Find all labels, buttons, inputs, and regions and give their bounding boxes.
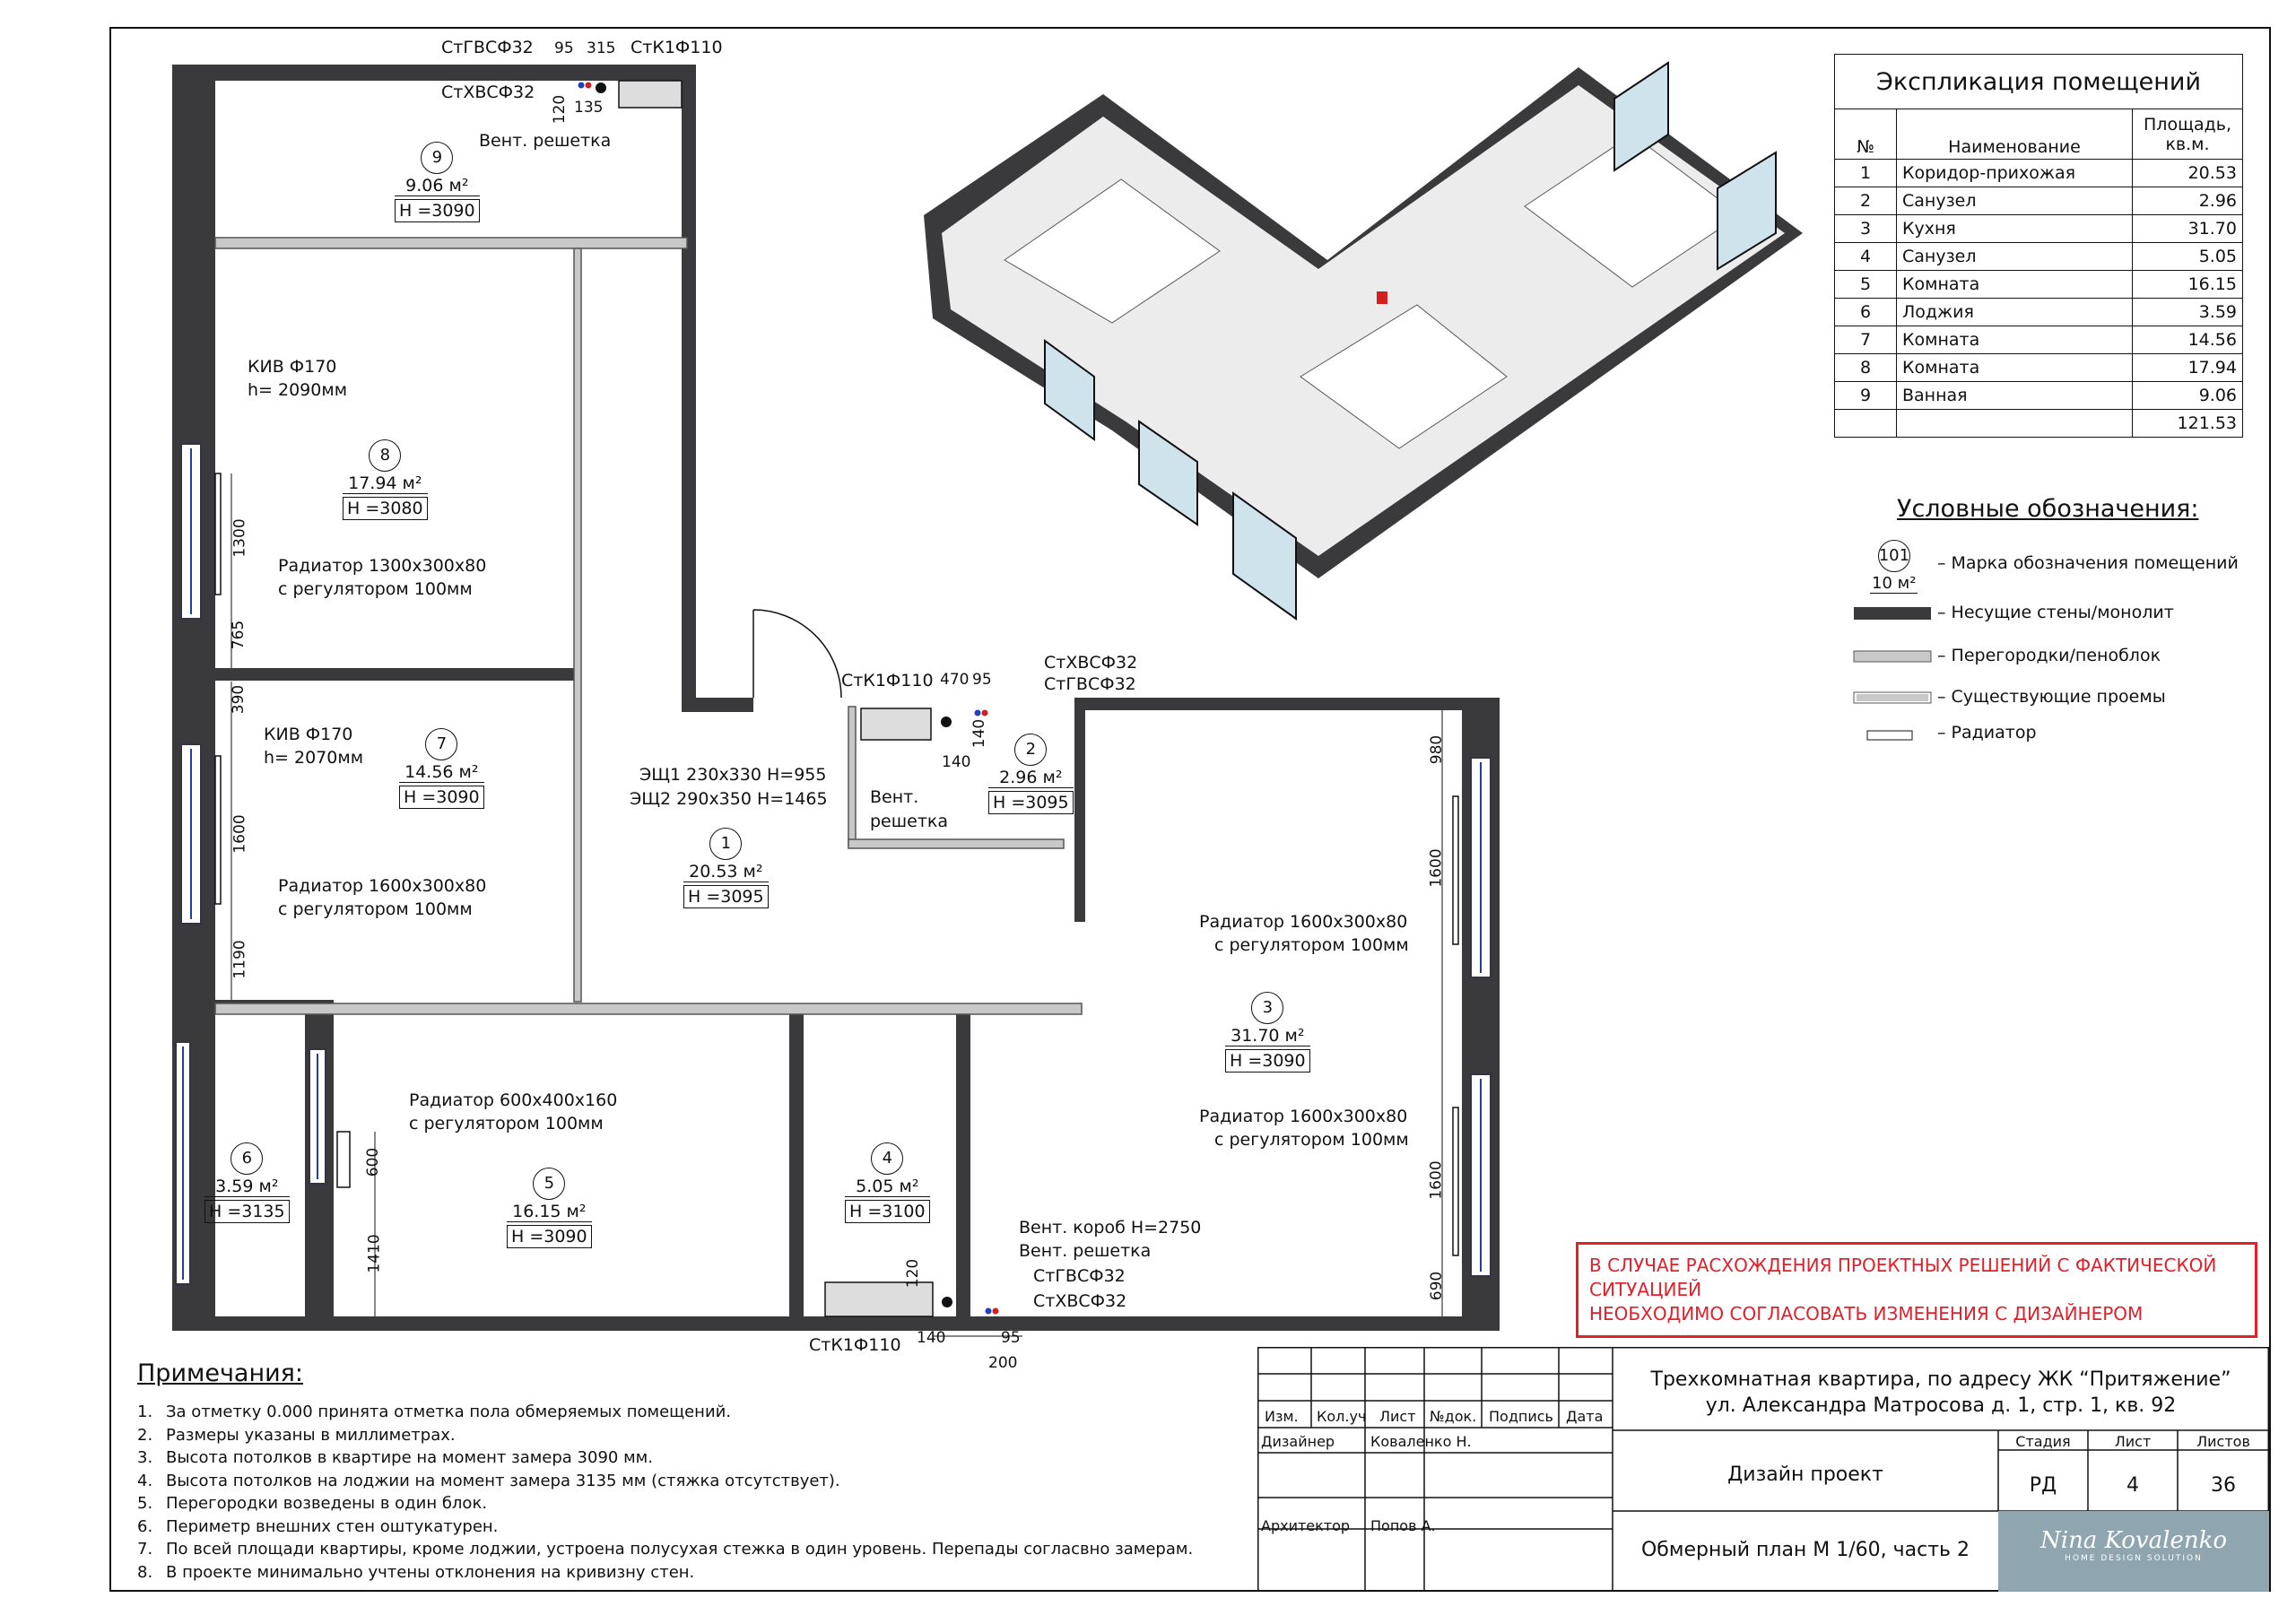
warning-line: НЕОБХОДИМО СОГЛАСОВАТЬ ИЗМЕНЕНИЯ С ДИЗАЙНЕРОМ bbox=[1589, 1303, 2144, 1324]
partitions bbox=[215, 238, 1082, 1014]
stamp-header: Листов bbox=[2196, 1433, 2250, 1450]
dimension: 980 bbox=[1428, 734, 1447, 765]
pipe-label: СтК1Ф110 bbox=[841, 671, 934, 690]
header-area: Площадь, кв.м. bbox=[2133, 109, 2243, 160]
dimension: 140 bbox=[917, 1329, 946, 1347]
stamp-header: Изм. bbox=[1265, 1408, 1299, 1425]
room-number: 4 bbox=[871, 1142, 903, 1175]
stamp-header: Подпись bbox=[1489, 1408, 1553, 1425]
dimension: 1600 bbox=[1427, 1160, 1446, 1200]
cell-name: Коридор-прихожая bbox=[1897, 160, 2133, 187]
room-area: 3.59 м² bbox=[204, 1177, 290, 1197]
legend-room-marker bbox=[1870, 540, 1918, 594]
room-height: H =3090 bbox=[395, 199, 480, 222]
cell-num: 1 bbox=[1835, 160, 1897, 187]
room-2-marker bbox=[988, 734, 1074, 814]
dimension: 315 bbox=[587, 39, 616, 57]
room-7-marker bbox=[399, 728, 484, 809]
table-row bbox=[1835, 187, 2243, 215]
stamp-header: №док. bbox=[1430, 1408, 1477, 1425]
legend-item: – Несущие стены/монолит bbox=[1937, 603, 2174, 622]
cell-num: 8 bbox=[1835, 354, 1897, 382]
table-row bbox=[1835, 299, 2243, 326]
warning-line: В СЛУЧАЕ РАСХОЖДЕНИЯ ПРОЕКТНЫХ РЕШЕНИЙ С ФАКТИЧЕСКОЙ СИТУАЦИЕЙ bbox=[1589, 1255, 2217, 1300]
vent-box-label: Вент. короб H=2750 bbox=[1019, 1218, 1202, 1238]
radiator-regulator: с регулятором 100мм bbox=[278, 899, 473, 919]
room-number: 7 bbox=[425, 728, 457, 760]
dimension: 120 bbox=[551, 94, 570, 125]
pipe-label: СтХВСФ32 bbox=[1044, 653, 1138, 673]
dimension: 95 bbox=[554, 39, 574, 57]
pipe-label: СтГВСФ32 bbox=[441, 38, 534, 57]
logo-text: Nina Kovalenko bbox=[2040, 1527, 2227, 1554]
stage-value: РД bbox=[2029, 1474, 2057, 1497]
stamp-header: Лист bbox=[1379, 1408, 1416, 1425]
note-item: 4. Высота потолков на лоджии на момент замера 3135 мм (стяжка отсутствует). bbox=[137, 1471, 840, 1490]
isometric-view bbox=[924, 63, 1803, 619]
room-4-marker bbox=[845, 1142, 930, 1223]
cell-name: Санузел bbox=[1897, 187, 2133, 215]
pipe-label: СтХВСФ32 bbox=[441, 83, 535, 102]
room-3-marker bbox=[1225, 992, 1310, 1073]
table-row bbox=[1835, 271, 2243, 299]
cell-name: Кухня bbox=[1897, 215, 2133, 243]
legend-title: Условные обозначения: bbox=[1897, 495, 2199, 523]
logo-subtext: HOME DESIGN SOLUTION bbox=[2065, 1554, 2203, 1563]
designer-logo bbox=[1998, 1511, 2269, 1592]
legend-symbols bbox=[1854, 607, 1931, 740]
cell-area: 16.15 bbox=[2133, 271, 2243, 299]
dimension: 200 bbox=[988, 1354, 1018, 1372]
room-area: 16.15 м² bbox=[507, 1202, 592, 1222]
header-num: № bbox=[1835, 109, 1897, 160]
header-name: Наименование bbox=[1897, 109, 2133, 160]
dimension: 95 bbox=[1001, 1329, 1021, 1347]
note-item: 7. По всей площади квартиры, кроме лоджии, устроена полусухая стежка в один уровень. Перепады согласвно замерам. bbox=[137, 1540, 1194, 1559]
legend-item: – Марка обозначения помещений bbox=[1937, 553, 2239, 573]
project-type: Дизайн проект bbox=[1727, 1463, 1883, 1486]
dimension: 390 bbox=[230, 684, 248, 715]
radiator-label: Радиатор 1600х300х80 bbox=[1199, 912, 1408, 932]
legend-marker-num: 101 bbox=[1878, 540, 1910, 572]
architect-role: Архитектор bbox=[1261, 1517, 1351, 1534]
stamp-header: Дата bbox=[1566, 1408, 1604, 1425]
radiator-regulator: с регулятором 100мм bbox=[1214, 935, 1409, 955]
room-area: 17.94 м² bbox=[343, 473, 428, 494]
table-total-row bbox=[1835, 410, 2243, 438]
dimension: 1600 bbox=[230, 814, 249, 854]
notes-list bbox=[137, 1401, 1193, 1584]
room-number: 6 bbox=[230, 1142, 263, 1175]
cell-area: 31.70 bbox=[2133, 215, 2243, 243]
room-6-marker bbox=[204, 1142, 290, 1223]
legend-item: – Существующие проемы bbox=[1937, 687, 2166, 707]
warning-box bbox=[1576, 1242, 2257, 1338]
cell-name: Лоджия bbox=[1897, 299, 2133, 326]
cell-area: 3.59 bbox=[2133, 299, 2243, 326]
cell-num: 2 bbox=[1835, 187, 1897, 215]
table-row bbox=[1835, 243, 2243, 271]
room-height: H =3095 bbox=[988, 791, 1074, 814]
cell-area: 5.05 bbox=[2133, 243, 2243, 271]
door-swing bbox=[753, 610, 841, 698]
note-item: 3. Высота потолков в квартире на момент замера 3090 мм. bbox=[137, 1448, 653, 1467]
radiator-regulator: с регулятором 100мм bbox=[409, 1114, 604, 1133]
cell-area: 9.06 bbox=[2133, 382, 2243, 410]
cell-num: 3 bbox=[1835, 215, 1897, 243]
table-row bbox=[1835, 160, 2243, 187]
radiator-label: Радиатор 1300х300х80 bbox=[278, 556, 487, 576]
room-area: 20.53 м² bbox=[683, 862, 769, 882]
dimension: 95 bbox=[972, 671, 992, 689]
room-height: H =3095 bbox=[683, 885, 769, 908]
vent-shafts bbox=[619, 81, 933, 1316]
dimension: 140 bbox=[942, 753, 971, 771]
kiv-label: КИВ Ф170 bbox=[248, 357, 337, 377]
stamp-header: Лист bbox=[2114, 1433, 2152, 1450]
note-item: 8. В проекте минимально учтены отклонения на кривизну стен. bbox=[137, 1562, 695, 1582]
explication-title: Экспликация помещений bbox=[1835, 55, 2243, 109]
explication-table bbox=[1834, 54, 2243, 438]
architect-name: Попов А. bbox=[1370, 1517, 1436, 1534]
legend-item: – Перегородки/пеноблок bbox=[1937, 646, 2161, 665]
vent-label: Вент. решетка bbox=[1019, 1241, 1152, 1261]
project-address-line: Трехкомнатная квартира, по адресу ЖК “Притяжение” bbox=[1650, 1368, 2231, 1391]
cell-name: Комната bbox=[1897, 271, 2133, 299]
dimension: 140 bbox=[970, 718, 989, 749]
cell-area: 17.94 bbox=[2133, 354, 2243, 382]
room-height: H =3135 bbox=[204, 1200, 290, 1223]
pipe-label: СтХВСФ32 bbox=[1033, 1291, 1127, 1311]
pipe-label: СтГВСФ32 bbox=[1044, 674, 1136, 694]
room-number: 9 bbox=[421, 142, 453, 174]
legend-item: – Радиатор bbox=[1937, 723, 2037, 743]
cell-name: Ванная bbox=[1897, 382, 2133, 410]
room-number: 3 bbox=[1251, 992, 1283, 1024]
room-8-marker bbox=[343, 439, 428, 520]
room-area: 14.56 м² bbox=[399, 762, 484, 783]
notes-title: Примечания: bbox=[137, 1359, 304, 1387]
cell-name: Комната bbox=[1897, 326, 2133, 354]
room-area: 2.96 м² bbox=[988, 768, 1074, 788]
dimension: 690 bbox=[1428, 1271, 1447, 1301]
designer-role: Дизайнер bbox=[1261, 1433, 1335, 1450]
sheet-title: Обмерный план М 1/60, часть 2 bbox=[1640, 1539, 1970, 1561]
dimension: 600 bbox=[364, 1147, 383, 1177]
radiator-regulator: с регулятором 100мм bbox=[278, 579, 473, 599]
cell-area: 20.53 bbox=[2133, 160, 2243, 187]
cell-total: 121.53 bbox=[2133, 410, 2243, 438]
dimension: 1190 bbox=[230, 940, 249, 979]
room-height: H =3090 bbox=[399, 786, 484, 809]
room-height: H =3090 bbox=[1225, 1049, 1310, 1073]
note-item: 6. Периметр внешних стен оштукатурен. bbox=[137, 1516, 499, 1536]
cell-name: Санузел bbox=[1897, 243, 2133, 271]
room-area: 5.05 м² bbox=[845, 1177, 930, 1197]
radiator-label: Радиатор 1600х300х80 bbox=[278, 876, 487, 896]
cell-num: 4 bbox=[1835, 243, 1897, 271]
dimension: 470 bbox=[940, 671, 970, 689]
room-5-marker bbox=[507, 1168, 592, 1248]
room-height: H =3080 bbox=[343, 497, 428, 520]
table-row bbox=[1835, 326, 2243, 354]
dimension: 120 bbox=[904, 1258, 923, 1289]
pipe-label: СтК1Ф110 bbox=[809, 1335, 901, 1355]
note-item: 5. Перегородки возведены в один блок. bbox=[137, 1494, 488, 1513]
vent-label: решетка bbox=[870, 812, 949, 831]
stamp-header: Стадия bbox=[2015, 1433, 2071, 1450]
kiv-height: h= 2070мм bbox=[264, 748, 364, 768]
room-area: 31.70 м² bbox=[1225, 1026, 1310, 1046]
designer-name: Коваленко Н. bbox=[1370, 1433, 1472, 1450]
room-1-marker bbox=[683, 828, 769, 908]
cell-num: 6 bbox=[1835, 299, 1897, 326]
kiv-height: h= 2090мм bbox=[248, 380, 348, 400]
room-number: 5 bbox=[533, 1168, 565, 1200]
cell-area: 2.96 bbox=[2133, 187, 2243, 215]
legend-marker-area: 10 м² bbox=[1872, 574, 1917, 593]
table-row bbox=[1835, 215, 2243, 243]
cell-num: 5 bbox=[1835, 271, 1897, 299]
room-number: 8 bbox=[369, 439, 401, 472]
room-height: H =3100 bbox=[845, 1200, 930, 1223]
vent-label: Вент. bbox=[870, 787, 919, 807]
cell-num: 7 bbox=[1835, 326, 1897, 354]
stamp-header: Кол.уч bbox=[1317, 1408, 1367, 1425]
sheet-value: 4 bbox=[2126, 1474, 2139, 1497]
note-item: 1. За отметку 0.000 принята отметка пола обмеряемых помещений. bbox=[137, 1403, 732, 1421]
room-number: 2 bbox=[1014, 734, 1047, 766]
table-row bbox=[1835, 354, 2243, 382]
dimension: 765 bbox=[230, 620, 248, 650]
vent-label: Вент. решетка bbox=[479, 131, 612, 151]
sheets-value: 36 bbox=[2211, 1474, 2236, 1497]
dimension: 1410 bbox=[365, 1234, 384, 1273]
kiv-label: КИВ Ф170 bbox=[264, 725, 353, 744]
pipe-label: СтК1Ф110 bbox=[631, 38, 723, 57]
room-number: 1 bbox=[709, 828, 742, 860]
dimension: 135 bbox=[574, 99, 604, 117]
pipe-label: СтГВСФ32 bbox=[1033, 1266, 1126, 1286]
radiator-regulator: с регулятором 100мм bbox=[1214, 1130, 1409, 1150]
room-area: 9.06 м² bbox=[395, 176, 480, 196]
panel-label: ЭЩ2 290х350 H=1465 bbox=[630, 789, 828, 809]
radiator-label: Радиатор 1600х300х80 bbox=[1199, 1107, 1408, 1126]
cell-num: 9 bbox=[1835, 382, 1897, 410]
note-item: 2. Размеры указаны в миллиметрах. bbox=[137, 1425, 456, 1445]
project-address-line: ул. Александра Матросова д. 1, стр. 1, кв. 92 bbox=[1705, 1394, 2177, 1417]
room-9-marker bbox=[395, 142, 480, 222]
table-row bbox=[1835, 382, 2243, 410]
cell-name: Комната bbox=[1897, 354, 2133, 382]
dimension: 1300 bbox=[230, 518, 249, 558]
radiator-label: Радиатор 600х400х160 bbox=[409, 1090, 618, 1110]
dimension: 1600 bbox=[1427, 848, 1446, 888]
cell-area: 14.56 bbox=[2133, 326, 2243, 354]
room-height: H =3090 bbox=[507, 1225, 592, 1248]
panel-label: ЭЩ1 230х330 H=955 bbox=[639, 765, 827, 785]
